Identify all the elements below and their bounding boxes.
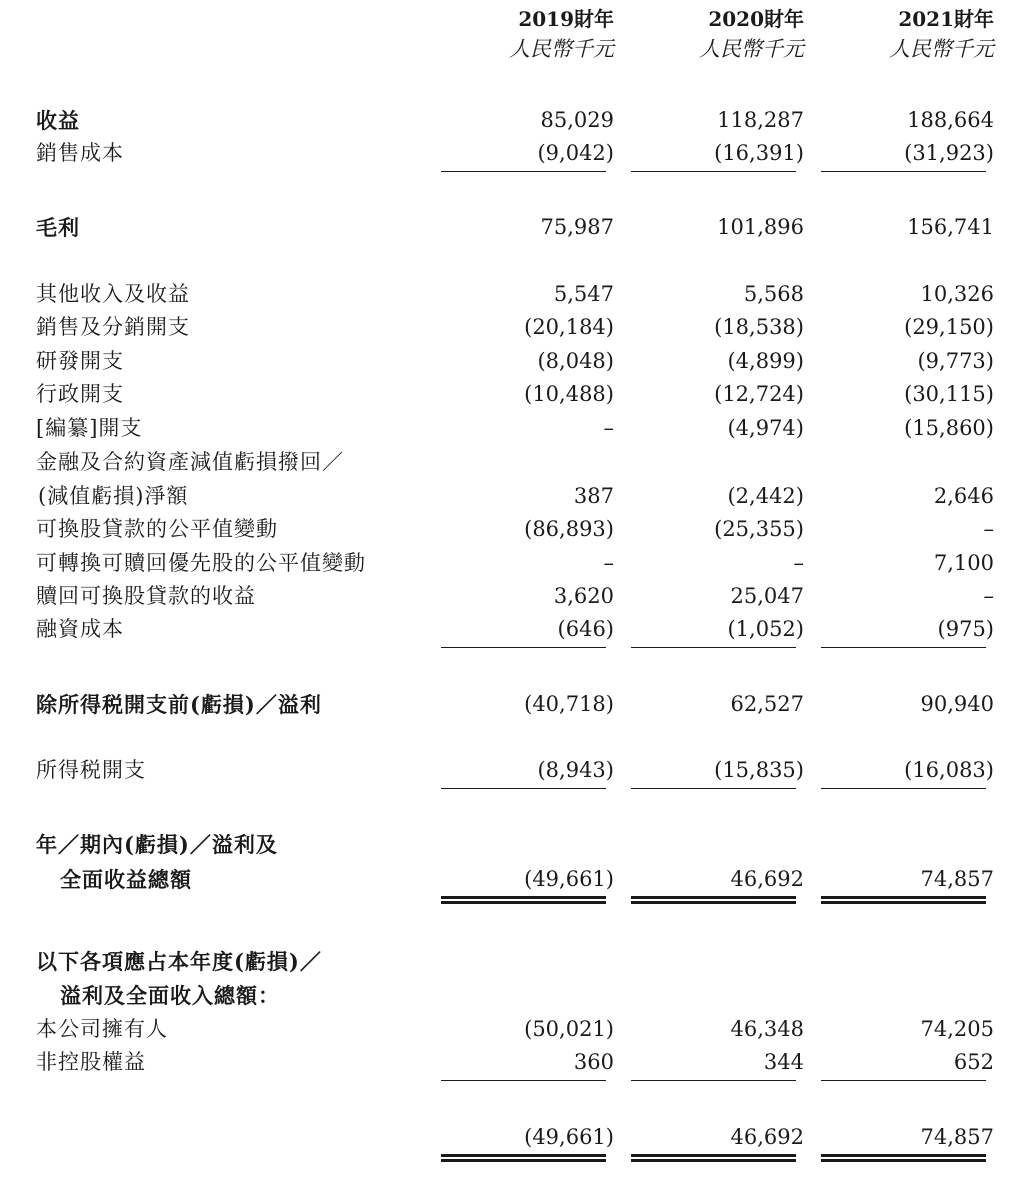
- value-2021: (975): [937, 617, 994, 641]
- value-2021: 10,326: [920, 282, 994, 306]
- value-2021: 74,857: [920, 1125, 994, 1149]
- value-2019: 5,547: [553, 282, 614, 306]
- row-impairment: [0, 480, 1028, 513]
- value-2021: 2,646: [933, 484, 994, 508]
- value-2021: 74,205: [920, 1017, 994, 1041]
- row-label: 收益: [36, 108, 80, 133]
- value-2020: 46,692: [730, 867, 804, 891]
- row-label: 可轉換可贖回優先股的公平值變動: [36, 551, 366, 575]
- value-2019: (646): [557, 617, 614, 641]
- value-2021: 652: [953, 1050, 994, 1074]
- row-label: (減值虧損)淨額: [38, 484, 189, 508]
- value-2021: 188,664: [907, 108, 994, 132]
- subtotal-rule: [631, 1080, 796, 1081]
- subtotal-rule: [821, 1080, 986, 1081]
- row-label: 年／期內(虧損)／溢利及: [36, 832, 278, 857]
- row-income-tax: [0, 754, 1028, 787]
- row-label: 本公司擁有人: [36, 1017, 168, 1041]
- row-redacted-expenses: [0, 412, 1028, 445]
- value-2020: 25,047: [730, 584, 804, 608]
- column-year: 2019財年: [518, 7, 614, 31]
- value-2019: (50,021): [524, 1017, 614, 1041]
- value-2020: 46,692: [730, 1125, 804, 1149]
- column-year: 2021財年: [898, 7, 994, 31]
- column-unit: 人民幣千元: [509, 37, 614, 61]
- row-non-controlling-interests: [0, 1046, 1028, 1079]
- row-label: 銷售成本: [36, 141, 124, 165]
- value-2021: –: [983, 517, 994, 541]
- value-2020: (4,974): [727, 416, 804, 440]
- row-label: 其他收入及收益: [36, 282, 190, 306]
- row-impairment-line1: [0, 446, 1028, 479]
- row-label: 毛利: [36, 215, 80, 240]
- value-2020: (18,538): [714, 315, 804, 339]
- column-year: 2020財年: [708, 7, 804, 31]
- total-double-rule: [441, 1154, 606, 1162]
- row-label: 研發開支: [36, 349, 124, 373]
- value-2021: 74,857: [920, 867, 994, 891]
- subtotal-rule: [631, 788, 796, 789]
- row-attribution-line2: [0, 979, 1028, 1012]
- row-label: 非控股權益: [36, 1050, 146, 1074]
- row-label: 全面收益總額: [60, 867, 192, 892]
- row-fv-convertible-loans: [0, 513, 1028, 546]
- value-2021: –: [983, 584, 994, 608]
- value-2020: (12,724): [714, 382, 804, 406]
- subtotal-rule: [441, 1080, 606, 1081]
- value-2019: (8,048): [537, 349, 614, 373]
- row-grand-total: [0, 1121, 1028, 1154]
- total-double-rule: [821, 1154, 986, 1162]
- subtotal-rule: [441, 647, 606, 648]
- value-2019: (9,042): [537, 141, 614, 165]
- row-label: 銷售及分銷開支: [36, 315, 190, 339]
- total-double-rule: [631, 1154, 796, 1162]
- value-2020: 118,287: [717, 108, 804, 132]
- row-total-comprehensive-income: [0, 863, 1028, 896]
- value-2019: (20,184): [524, 315, 614, 339]
- value-2019: (40,718): [524, 692, 614, 716]
- row-fv-preferred-shares: [0, 547, 1028, 580]
- row-label: 所得税開支: [36, 758, 146, 782]
- column-header-2021: [889, 4, 994, 64]
- row-label: 贖回可換股貸款的收益: [36, 584, 256, 608]
- row-attribution-line1: [0, 945, 1028, 978]
- column-unit: 人民幣千元: [889, 37, 994, 61]
- subtotal-rule: [631, 171, 796, 172]
- value-2021: (31,923): [904, 141, 994, 165]
- value-2020: (2,442): [727, 484, 804, 508]
- row-gross-profit: [0, 211, 1028, 244]
- row-label: [編纂]開支: [36, 416, 143, 440]
- value-2019: (8,943): [537, 758, 614, 782]
- value-2021: (16,083): [904, 758, 994, 782]
- row-owners: [0, 1013, 1028, 1046]
- row-revenue: [0, 104, 1028, 137]
- row-finance-cost: [0, 613, 1028, 646]
- row-redemption-gain: [0, 580, 1028, 613]
- row-label: 溢利及全面收入總額：: [60, 983, 280, 1008]
- subtotal-rule: [441, 788, 606, 789]
- value-2020: (4,899): [727, 349, 804, 373]
- value-2021: 90,940: [920, 692, 994, 716]
- total-double-rule: [441, 896, 606, 904]
- value-2019: (49,661): [524, 1125, 614, 1149]
- row-label: 金融及合約資產減值虧損撥回／: [36, 450, 344, 474]
- value-2021: 156,741: [907, 215, 994, 239]
- row-rnd-expenses: [0, 345, 1028, 378]
- value-2019: (86,893): [524, 517, 614, 541]
- value-2020: –: [793, 551, 804, 575]
- subtotal-rule: [821, 647, 986, 648]
- value-2019: 360: [573, 1050, 614, 1074]
- value-2020: (1,052): [727, 617, 804, 641]
- value-2019: (10,488): [524, 382, 614, 406]
- row-label: 行政開支: [36, 382, 124, 406]
- row-admin-expenses: [0, 378, 1028, 411]
- value-2021: (30,115): [904, 382, 994, 406]
- column-header-2020: [699, 4, 804, 64]
- row-other-income: [0, 278, 1028, 311]
- subtotal-rule: [821, 171, 986, 172]
- value-2019: –: [603, 416, 614, 440]
- value-2020: 5,568: [743, 282, 804, 306]
- value-2019: (49,661): [524, 867, 614, 891]
- value-2020: (16,391): [714, 141, 804, 165]
- value-2019: 387: [573, 484, 614, 508]
- subtotal-rule: [821, 788, 986, 789]
- total-double-rule: [631, 896, 796, 904]
- column-unit: 人民幣千元: [699, 37, 804, 61]
- column-header-2019: [509, 4, 614, 64]
- row-label: 融資成本: [36, 617, 124, 641]
- value-2021: 7,100: [933, 551, 994, 575]
- value-2019: 85,029: [540, 108, 614, 132]
- value-2020: 344: [763, 1050, 804, 1074]
- row-profit-before-tax: [0, 688, 1028, 721]
- value-2019: –: [603, 551, 614, 575]
- value-2019: 3,620: [553, 584, 614, 608]
- subtotal-rule: [631, 647, 796, 648]
- value-2020: 62,527: [730, 692, 804, 716]
- value-2020: 46,348: [730, 1017, 804, 1041]
- value-2020: 101,896: [717, 215, 804, 239]
- row-label: 可換股貸款的公平值變動: [36, 517, 278, 541]
- row-label: 以下各項應占本年度(虧損)／: [36, 949, 322, 974]
- value-2020: (25,355): [714, 517, 804, 541]
- value-2021: (15,860): [904, 416, 994, 440]
- value-2019: 75,987: [540, 215, 614, 239]
- value-2021: (9,773): [917, 349, 994, 373]
- value-2020: (15,835): [714, 758, 804, 782]
- value-2021: (29,150): [904, 315, 994, 339]
- row-selling-expenses: [0, 311, 1028, 344]
- row-label: 除所得税開支前(虧損)／溢利: [36, 692, 322, 717]
- row-cost-of-sales: [0, 137, 1028, 170]
- total-double-rule: [821, 896, 986, 904]
- subtotal-rule: [441, 171, 606, 172]
- row-net-line1: [0, 828, 1028, 861]
